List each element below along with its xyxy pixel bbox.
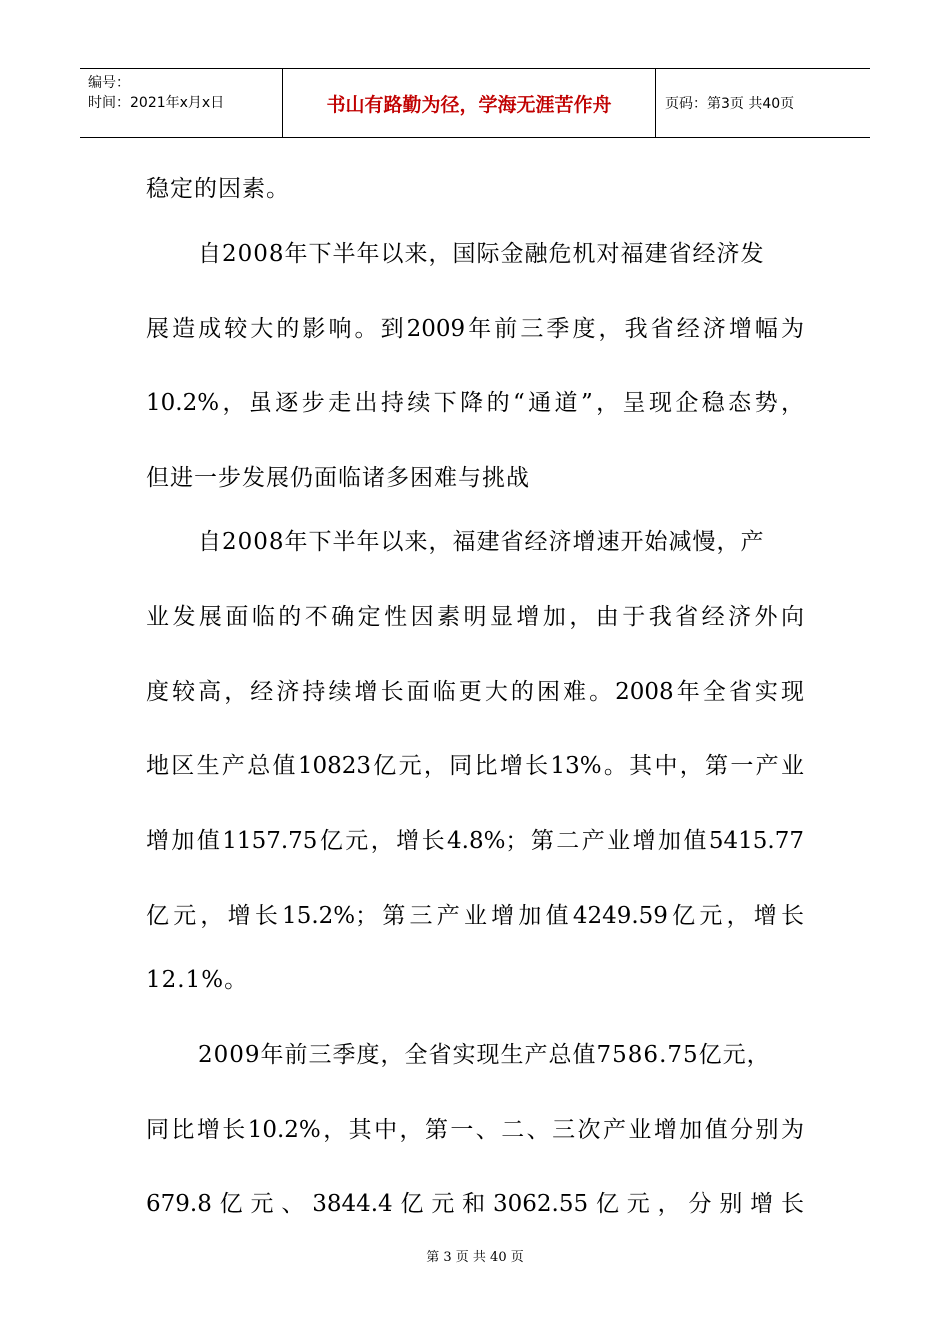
header-page-info: 页码：第3页 共40页 xyxy=(665,96,795,112)
body-line: 自2008年下半年以来，福建省经济增速开始减慢，产 xyxy=(198,529,765,555)
body-line: 增加值1157.75亿元，增长4.8%；第二产业增加值5415.77 xyxy=(146,828,804,854)
body-line: 亿元，增长15.2%；第三产业增加值4249.59亿元，增长 xyxy=(146,903,804,929)
body-line: 业发展面临的不确定性因素明显增加，由于我省经济外向 xyxy=(146,604,804,630)
body-line: 2009年前三季度，全省实现生产总值7586.75亿元， xyxy=(198,1042,771,1068)
body-line: 度较高，经济持续增长面临更大的困难。2008年全省实现 xyxy=(146,679,804,705)
document-number-label: 编号： xyxy=(88,75,130,91)
page-header xyxy=(80,68,870,138)
page-footer: 第 3 页 共 40 页 xyxy=(426,1250,524,1265)
body-line: 自2008年下半年以来，国际金融危机对福建省经济发 xyxy=(198,241,765,267)
body-line: 12.1%。 xyxy=(146,967,249,993)
body-line: 10.2%，虽逐步走出持续下降的“通道”，呈现企稳态势， xyxy=(146,390,804,416)
header-motto: 书山有路勤为径，学海无涯苦作舟 xyxy=(326,93,612,116)
header-meta xyxy=(80,69,282,137)
document-date-label: 时间：2021年x月x日 xyxy=(88,95,225,111)
body-line: 展造成较大的影响。到2009年前三季度，我省经济增幅为 xyxy=(146,316,804,342)
body-line: 679.8亿元、3844.4亿元和3062.55亿元，分别增长 xyxy=(146,1191,804,1217)
body-line: 同比增长10.2%，其中，第一、二、三次产业增加值分别为 xyxy=(146,1117,804,1143)
body-line: 但进一步发展仍面临诸多困难与挑战 xyxy=(146,465,530,491)
body-line: 地区生产总值10823亿元，同比增长13%。其中，第一产业 xyxy=(146,753,804,779)
body-line: 稳定的因素。 xyxy=(146,176,290,202)
